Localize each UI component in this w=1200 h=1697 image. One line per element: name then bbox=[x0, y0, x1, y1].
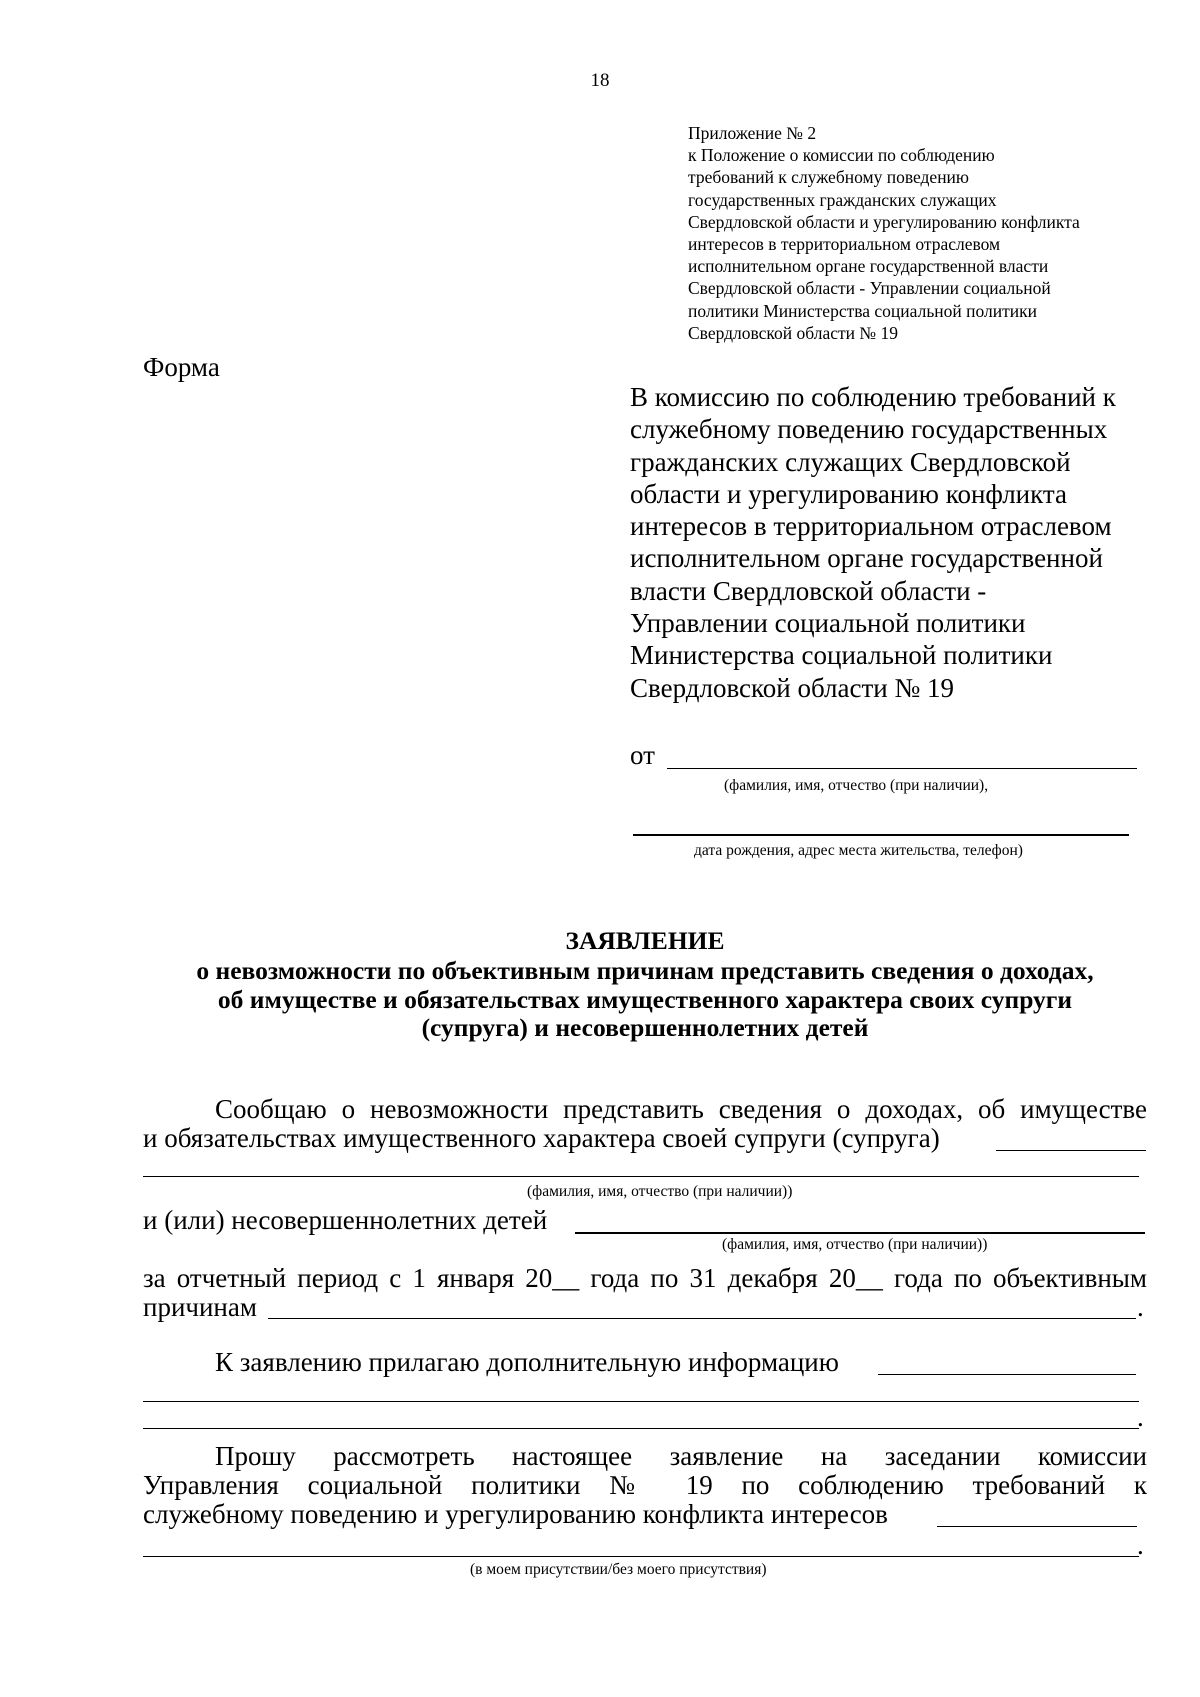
appendix-line: интересов в территориальном отраслевом bbox=[688, 234, 1001, 255]
addressee-line: Министерства социальной политики bbox=[630, 640, 1053, 671]
addressee-line: Управлении социальной политики bbox=[630, 608, 1026, 639]
appendix-line: политики Министерства социальной политики bbox=[688, 300, 1038, 321]
appendix-line: требований к служебному поведению bbox=[688, 167, 969, 188]
from-name-field[interactable] bbox=[667, 768, 1137, 769]
children-name-field[interactable] bbox=[575, 1232, 1145, 1234]
paragraph-intro-line2: и обязательствах имущественного характера своей супруги (супруга) bbox=[143, 1123, 940, 1153]
from-name-hint: (фамилия, имя, отчество (при наличии), bbox=[724, 777, 989, 794]
request-line3: служебному поведению и урегулированию конфликта интересов bbox=[143, 1499, 888, 1529]
presence-field-inline[interactable] bbox=[937, 1526, 1137, 1527]
appendix-line: Приложение № 2 bbox=[688, 123, 817, 143]
addressee-block bbox=[630, 381, 1150, 704]
document-subtitle-line: об имуществе и обязательствах имущественного характера своих супруги bbox=[217, 985, 1073, 1014]
addressee-line: гражданских служащих Свердловской bbox=[630, 446, 1071, 477]
appendix-line: к Положение о комиссии по соблюдению bbox=[688, 145, 995, 166]
appendix-line: Свердловской области - Управлении социальной bbox=[688, 278, 1051, 299]
attach-end-dot: . bbox=[1137, 1402, 1144, 1432]
children-label: и (или) несовершеннолетних детей bbox=[143, 1205, 548, 1235]
request-end-dot: . bbox=[1137, 1530, 1144, 1560]
presence-field[interactable] bbox=[143, 1556, 1139, 1557]
addressee-line: интересов в территориальном отраслевом bbox=[630, 511, 1112, 542]
request-line2: Управления социальной политики № 19 по соблюдению требований к bbox=[143, 1470, 1147, 1500]
paragraph-intro-line1: Сообщаю о невозможности представить сведения о доходах, об имуществе bbox=[215, 1094, 1147, 1124]
request-line1: Прошу рассмотреть настоящее заявление на заседании комиссии bbox=[215, 1441, 1147, 1471]
appendix-line: государственных гражданских служащих bbox=[688, 189, 997, 210]
appendix-line: Свердловской области и урегулированию конфликта bbox=[688, 211, 1080, 232]
addressee-line: Свердловской области № 19 bbox=[630, 672, 954, 703]
document-title: ЗАЯВЛЕНИЕ bbox=[565, 926, 725, 955]
attach-field-line2[interactable] bbox=[143, 1428, 1139, 1429]
addressee-line: власти Свердловской области - bbox=[630, 575, 987, 606]
addressee-line: исполнительном органе государственной bbox=[630, 543, 1103, 574]
attach-label: К заявлению прилагаю дополнительную информацию bbox=[215, 1347, 839, 1377]
from-details-field[interactable] bbox=[633, 834, 1129, 836]
reasons-field[interactable] bbox=[268, 1318, 1136, 1319]
from-details-hint: дата рождения, адрес места жительства, телефон) bbox=[694, 842, 1023, 859]
document-subtitle-line: о невозможности по объективным причинам представить сведения о доходах, bbox=[196, 956, 1094, 985]
appendix-block bbox=[688, 122, 1158, 344]
period-line: за отчетный период с 1 января 20__ года по 31 декабря 20__ года по объективным bbox=[143, 1263, 1147, 1293]
addressee-line: области и урегулированию конфликта bbox=[630, 478, 1068, 509]
spouse-name-hint: (фамилия, имя, отчество (при наличии)) bbox=[527, 1183, 793, 1200]
reasons-label: причинам bbox=[143, 1292, 257, 1322]
document-subtitle-line: (супруга) и несовершеннолетних детей bbox=[421, 1013, 869, 1042]
page-number: 18 bbox=[590, 70, 610, 91]
appendix-line: Свердловской области № 19 bbox=[688, 322, 898, 343]
form-label: Форма bbox=[143, 352, 220, 382]
attach-field-inline[interactable] bbox=[878, 1374, 1136, 1375]
spouse-name-field-inline[interactable] bbox=[996, 1150, 1146, 1151]
presence-hint: (в моем присутствии/без моего присутствия) bbox=[470, 1561, 767, 1578]
spouse-name-field[interactable] bbox=[143, 1176, 1139, 1177]
children-name-hint: (фамилия, имя, отчество (при наличии)) bbox=[722, 1236, 988, 1253]
period-end-dot: . bbox=[1137, 1292, 1144, 1322]
addressee-line: служебному поведению государственных bbox=[630, 414, 1108, 445]
appendix-line: исполнительном органе государственной власти bbox=[688, 256, 1049, 277]
addressee-line: В комиссию по соблюдению требований к bbox=[630, 382, 1116, 412]
from-label: от bbox=[630, 740, 655, 770]
attach-field-line1[interactable] bbox=[143, 1401, 1139, 1402]
